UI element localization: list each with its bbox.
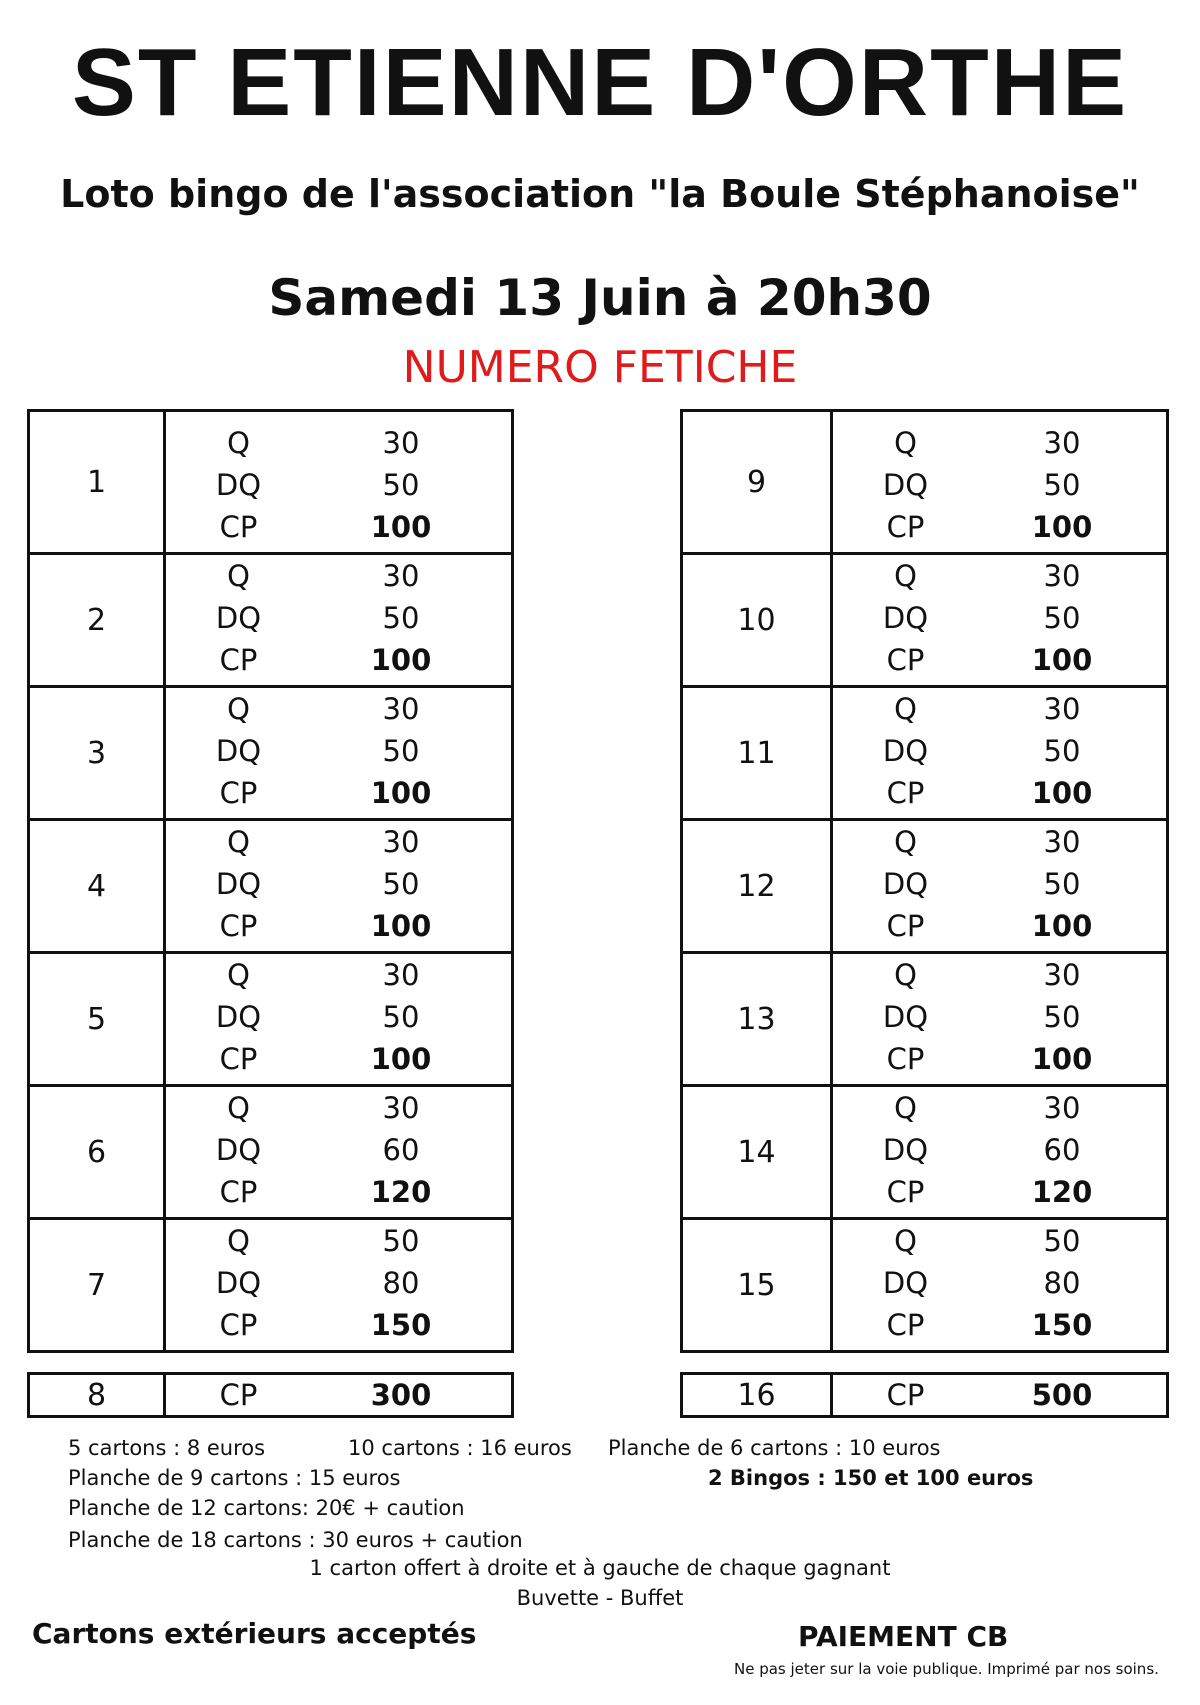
prize-value-dq: 50	[382, 867, 420, 901]
event-date: Samedi 13 Juin à 20h30	[268, 269, 932, 327]
prize-cell	[832, 554, 1168, 687]
prize-line-q	[833, 954, 1166, 996]
prize-value-q: 30	[1043, 958, 1081, 992]
prize-cell	[832, 1219, 1168, 1352]
prize-line-cp	[833, 506, 1166, 548]
prize-value-cp: 100	[1031, 643, 1093, 677]
prize-label-cp: CP	[886, 909, 925, 943]
prize-value-cp: 100	[370, 909, 432, 943]
prize-line-cp	[166, 1038, 511, 1080]
prize-value-dq: 50	[382, 601, 420, 635]
prize-label-cp: CP	[886, 1042, 925, 1076]
prize-line-q	[833, 688, 1166, 730]
prize-value-q: 30	[1043, 825, 1081, 859]
prize-label-dq: DQ	[882, 734, 929, 768]
prize-line-dq	[166, 464, 511, 506]
prize-value-cp: 100	[370, 1042, 432, 1076]
prize-value-cp: 100	[1031, 909, 1093, 943]
prize-line-cp	[833, 1304, 1166, 1346]
prize-cell	[832, 687, 1168, 820]
game-number: 10	[682, 554, 832, 687]
game-row	[682, 820, 1168, 953]
prize-line-q	[166, 954, 511, 996]
prize-label-dq: DQ	[215, 1133, 262, 1167]
prize-label-cp: CP	[219, 909, 258, 943]
prize-line-cp	[833, 1038, 1166, 1080]
game-row	[29, 411, 513, 554]
prize-label-cp: CP	[219, 510, 258, 544]
prize-value-dq: 60	[1043, 1133, 1081, 1167]
prize-line-dq	[833, 863, 1166, 905]
prize-label-q: Q	[894, 958, 917, 992]
prize-line-q	[166, 422, 511, 464]
prize-value-cp: 150	[1031, 1308, 1093, 1342]
page-title: ST ETIENNE D'ORTHE	[71, 29, 1129, 136]
prize-line-q	[833, 555, 1166, 597]
prize-value-cp: 100	[1031, 510, 1093, 544]
game-row	[29, 1086, 513, 1219]
prize-line-dq	[833, 730, 1166, 772]
final-game-right	[680, 1372, 1169, 1418]
prize-label-q: Q	[227, 559, 250, 593]
right-games-table	[680, 409, 1169, 1353]
prize-value-q: 50	[1043, 1224, 1081, 1258]
prize-value-dq: 80	[382, 1266, 420, 1300]
prize-line-dq	[166, 597, 511, 639]
game-row	[682, 953, 1168, 1086]
prize-value-q: 30	[1043, 559, 1081, 593]
prize-line-cp	[166, 639, 511, 681]
prize-line-dq	[166, 1262, 511, 1304]
prize-label-q: Q	[894, 426, 917, 460]
prize-line-q	[166, 1087, 511, 1129]
prize-cell	[165, 411, 513, 554]
prize-cell	[165, 1086, 513, 1219]
game-number: 13	[682, 953, 832, 1086]
prize-line-dq	[833, 464, 1166, 506]
price-5-cartons: 5 cartons : 8 euros	[68, 1436, 266, 1460]
prize-label-q: Q	[227, 426, 250, 460]
prize-value-cp: 100	[1031, 776, 1093, 810]
prize-label-q: Q	[894, 1224, 917, 1258]
prize-cell	[165, 687, 513, 820]
game-number: 6	[29, 1086, 165, 1219]
prize-label-cp: CP	[886, 510, 925, 544]
prize-line-dq	[833, 996, 1166, 1038]
prize-value-q: 50	[382, 1224, 420, 1258]
prize-label-q: Q	[227, 958, 250, 992]
cartons-exterieurs-note: Cartons extérieurs acceptés	[32, 1617, 477, 1650]
prize-label-q: Q	[894, 1091, 917, 1125]
prize-value-q: 30	[382, 559, 420, 593]
prize-label-dq: DQ	[215, 468, 262, 502]
prize-cell	[832, 411, 1168, 554]
prize-label-dq: DQ	[882, 601, 929, 635]
prize-label-cp: CP	[886, 1308, 925, 1342]
prize-line-q	[833, 1087, 1166, 1129]
price-planche-18: Planche de 18 cartons : 30 euros + caution	[68, 1528, 523, 1552]
fine-print: Ne pas jeter sur la voie publique. Imprimé par nos soins.	[734, 1660, 1159, 1678]
game-row	[682, 687, 1168, 820]
prize-line-dq	[166, 1129, 511, 1171]
prize-line-dq	[833, 597, 1166, 639]
prize-value-cp: 500	[1031, 1378, 1093, 1412]
paiement-cb-note: PAIEMENT CB	[798, 1620, 1009, 1653]
prize-line-dq	[833, 1262, 1166, 1304]
prize-label-cp: CP	[219, 776, 258, 810]
prize-label-cp: CP	[219, 1175, 258, 1209]
prize-line-cp	[833, 905, 1166, 947]
prize-line-cp	[166, 506, 511, 548]
prize-line-q	[166, 555, 511, 597]
prize-value-dq: 80	[1043, 1266, 1081, 1300]
prize-cell	[832, 1086, 1168, 1219]
prize-value-q: 30	[382, 958, 420, 992]
game-row	[682, 1219, 1168, 1352]
price-planche-6: Planche de 6 cartons : 10 euros	[608, 1436, 941, 1460]
prize-value-cp: 120	[370, 1175, 432, 1209]
prize-value-q: 30	[1043, 692, 1081, 726]
prize-line-cp	[166, 772, 511, 814]
prize-value-dq: 50	[1043, 468, 1081, 502]
prize-label-dq: DQ	[215, 1000, 262, 1034]
prize-label-cp: CP	[886, 643, 925, 677]
prize-label-dq: DQ	[215, 734, 262, 768]
prize-value-dq: 50	[1043, 734, 1081, 768]
prize-cell	[165, 820, 513, 953]
prize-label-dq: DQ	[882, 867, 929, 901]
prize-label-q: Q	[227, 825, 250, 859]
prize-label-q: Q	[227, 1091, 250, 1125]
prize-label-dq: DQ	[882, 1000, 929, 1034]
prize-label-dq: DQ	[882, 1133, 929, 1167]
prize-line-q	[833, 821, 1166, 863]
prize-line-cp	[166, 905, 511, 947]
game-row	[682, 554, 1168, 687]
prize-line-q	[166, 688, 511, 730]
prize-value-cp: 300	[370, 1378, 432, 1412]
prize-value-cp: 150	[370, 1308, 432, 1342]
game-number: 11	[682, 687, 832, 820]
prize-value-q: 30	[382, 692, 420, 726]
prize-line-q	[166, 821, 511, 863]
prize-line-dq	[833, 1129, 1166, 1171]
event-subtitle: Loto bingo de l'association "la Boule Stéphanoise"	[60, 172, 1140, 216]
prize-line-dq	[166, 730, 511, 772]
prize-line-q	[166, 1220, 511, 1262]
game-row	[29, 1219, 513, 1352]
game-row	[29, 687, 513, 820]
prize-line-cp	[833, 772, 1166, 814]
prize-cell	[832, 953, 1168, 1086]
prize-label-dq: DQ	[882, 468, 929, 502]
game-row	[29, 554, 513, 687]
price-planche-12: Planche de 12 cartons: 20€ + caution	[68, 1496, 465, 1520]
prize-cell	[165, 554, 513, 687]
prize-value-dq: 60	[382, 1133, 420, 1167]
prize-value-cp: 100	[370, 510, 432, 544]
game-row	[682, 411, 1168, 554]
prize-label-cp: CP	[219, 1378, 258, 1412]
game-number: 9	[682, 411, 832, 554]
prize-value-cp: 100	[370, 643, 432, 677]
prize-line-cp	[166, 1304, 511, 1346]
prize-value-dq: 50	[1043, 1000, 1081, 1034]
price-planche-9: Planche de 9 cartons : 15 euros	[68, 1466, 401, 1490]
game-row	[682, 1086, 1168, 1219]
prize-label-q: Q	[894, 825, 917, 859]
prize-label-cp: CP	[886, 776, 925, 810]
prize-cell	[165, 1219, 513, 1352]
prize-value-dq: 50	[1043, 601, 1081, 635]
prize-line-cp	[833, 1171, 1166, 1213]
prize-label-dq: DQ	[882, 1266, 929, 1300]
prize-value-dq: 50	[382, 468, 420, 502]
game-number: 16	[682, 1374, 832, 1417]
prize-cell	[832, 820, 1168, 953]
prize-value-dq: 50	[1043, 867, 1081, 901]
prize-label-dq: DQ	[215, 1266, 262, 1300]
prize-value-dq: 50	[382, 1000, 420, 1034]
prize-line-cp	[166, 1171, 511, 1213]
game-number: 14	[682, 1086, 832, 1219]
game-row	[29, 953, 513, 1086]
prize-line-q	[833, 422, 1166, 464]
prize-value-cp: 120	[1031, 1175, 1093, 1209]
game-number: 12	[682, 820, 832, 953]
prize-label-dq: DQ	[215, 867, 262, 901]
prize-value-q: 30	[382, 825, 420, 859]
prize-label-cp: CP	[886, 1175, 925, 1209]
prize-label-q: Q	[227, 692, 250, 726]
prize-label-q: Q	[227, 1224, 250, 1258]
prize-value-cp: 100	[370, 776, 432, 810]
game-row	[29, 820, 513, 953]
prize-value-q: 30	[382, 1091, 420, 1125]
buvette-buffet: Buvette - Buffet	[516, 1586, 684, 1610]
prize-cell	[165, 953, 513, 1086]
numero-fetiche-label: NUMERO FETICHE	[402, 342, 798, 393]
prize-label-q: Q	[894, 692, 917, 726]
price-10-cartons: 10 cartons : 16 euros	[348, 1436, 572, 1460]
game-number: 3	[29, 687, 165, 820]
prize-value-q: 30	[1043, 1091, 1081, 1125]
prize-line-q	[833, 1220, 1166, 1262]
game-number: 8	[29, 1374, 165, 1417]
left-games-table	[27, 409, 514, 1353]
prize-value-cp: 100	[1031, 1042, 1093, 1076]
game-number: 5	[29, 953, 165, 1086]
final-game-left	[27, 1372, 514, 1418]
prize-label-cp: CP	[219, 1042, 258, 1076]
offer-note: 1 carton offert à droite et à gauche de chaque gagnant	[309, 1556, 891, 1580]
prize-value-dq: 50	[382, 734, 420, 768]
prize-line-cp	[833, 639, 1166, 681]
game-number: 15	[682, 1219, 832, 1352]
game-number: 1	[29, 411, 165, 554]
bingos-prizes: 2 Bingos : 150 et 100 euros	[708, 1466, 1034, 1490]
prize-label-cp: CP	[219, 643, 258, 677]
prize-label-cp: CP	[886, 1378, 925, 1412]
game-number: 4	[29, 820, 165, 953]
prize-value-q: 30	[382, 426, 420, 460]
prize-label-dq: DQ	[215, 601, 262, 635]
prize-line-dq	[166, 996, 511, 1038]
prize-value-q: 30	[1043, 426, 1081, 460]
prize-label-cp: CP	[219, 1308, 258, 1342]
prize-label-q: Q	[894, 559, 917, 593]
prize-line-dq	[166, 863, 511, 905]
game-number: 2	[29, 554, 165, 687]
game-number: 7	[29, 1219, 165, 1352]
